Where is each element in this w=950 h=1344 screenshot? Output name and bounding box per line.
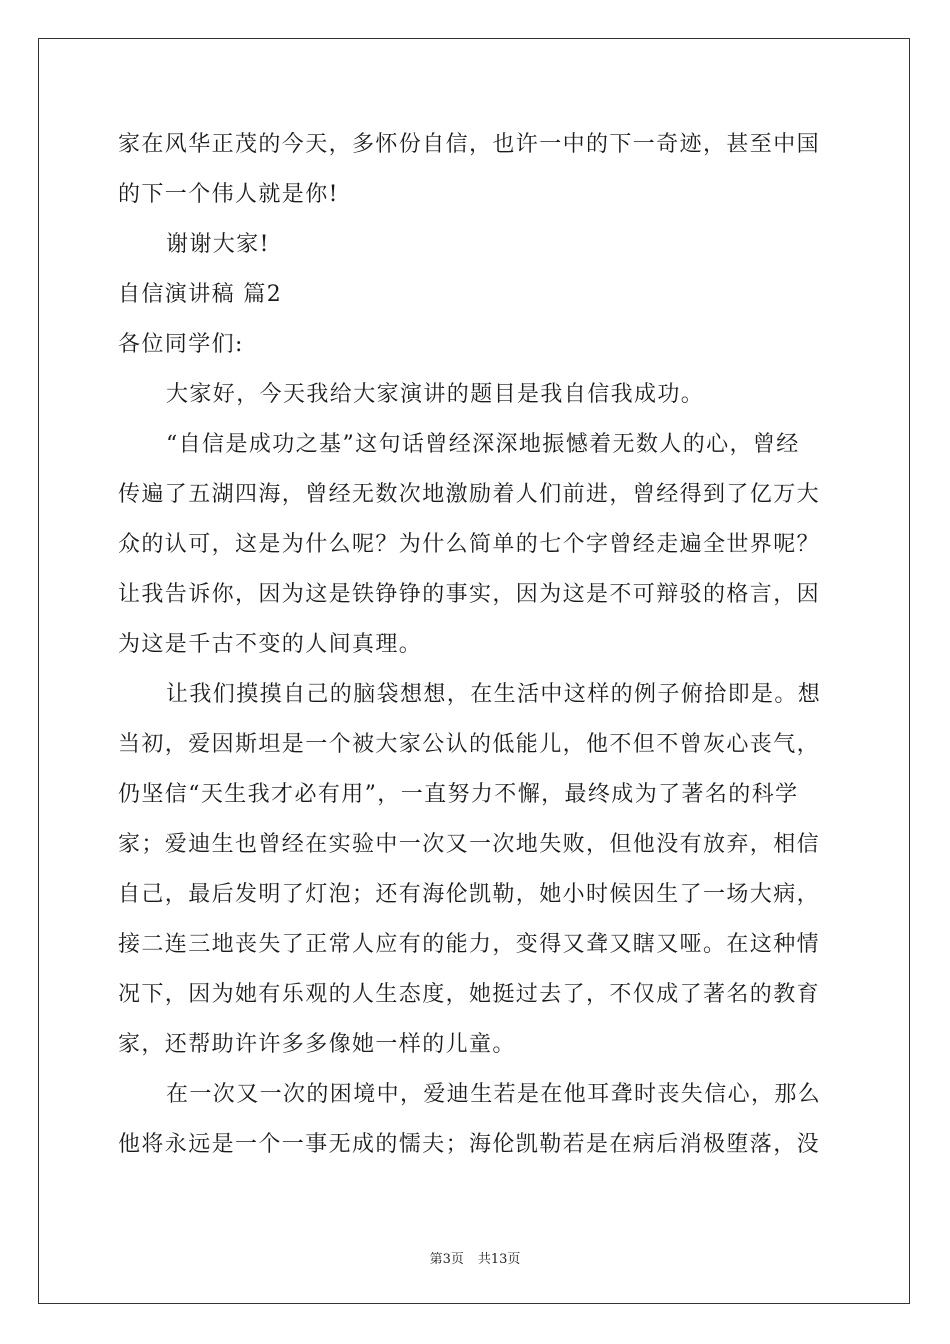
text-line: 众的认可，这是为什么呢？为什么简单的七个字曾经走遍全世界呢？ [118, 532, 821, 557]
paragraph-start: 在一次又一次的困境中，爱迪生若是在他耳聋时丧失信心，那么 [166, 1082, 822, 1107]
page-footer [0, 1248, 950, 1267]
paragraph-start: 大家好，今天我给大家演讲的题目是我自信我成功。 [166, 382, 705, 407]
text-line: 家；爱迪生也曾经在实验中一次又一次地失败，但他没有放弃，相信 [118, 832, 821, 857]
section-heading: 自信演讲稿 篇2 [118, 282, 283, 307]
paragraph-start: 让我们摸摸自己的脑袋想想，在生活中这样的例子俯拾即是。想 [166, 682, 822, 707]
text-line: 家在风华正茂的今天，多怀份自信，也许一中的下一奇迹，甚至中国 [118, 132, 821, 157]
closing-line: 谢谢大家! [166, 232, 270, 257]
text-line: 的下一个伟人就是你! [118, 182, 339, 207]
text-line: 自己，最后发明了灯泡；还有海伦凯勒，她小时候因生了一场大病， [118, 882, 821, 907]
text-line: 接二连三地丧失了正常人应有的能力，变得又聋又瞎又哑。在这种情 [118, 932, 821, 957]
text-line: 家，还帮助许许多多像她一样的儿童。 [118, 1032, 516, 1057]
paragraph-start: “自信是成功之基”这句话曾经深深地振憾着无数人的心，曾经 [166, 432, 800, 457]
text-line: 为这是千古不变的人间真理。 [118, 632, 423, 657]
text-line: 他将永远是一个一事无成的懦夫；海伦凯勒若是在病后消极堕落，没 [118, 1132, 821, 1157]
text-line: 传遍了五湖四海，曾经无数次地激励着人们前进，曾经得到了亿万大 [118, 482, 821, 507]
page-number: 第3页 [429, 1252, 464, 1267]
page-total: 共13页 [477, 1252, 521, 1267]
text-line: 让我告诉你，因为这是铁铮铮的事实，因为这是不可辩驳的格言，因 [118, 582, 821, 607]
salutation: 各位同学们: [118, 332, 244, 357]
text-line: 况下，因为她有乐观的人生态度，她挺过去了，不仅成了著名的教育 [118, 982, 821, 1007]
text-line: 当初，爱因斯坦是一个被大家公认的低能儿，他不但不曾灰心丧气， [118, 732, 821, 757]
text-line: 仍坚信“天生我才必有用”，一直努力不懈，最终成为了著名的科学 [118, 782, 799, 807]
